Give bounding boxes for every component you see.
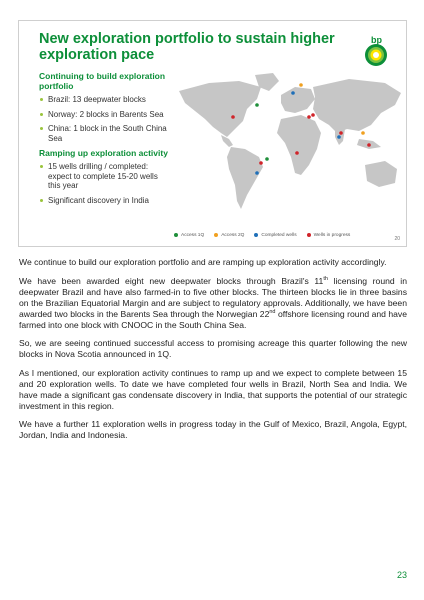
slide-panel	[18, 20, 407, 247]
marker-brazil-completed	[255, 171, 259, 175]
list-item: Norway: 2 blocks in Barents Sea	[39, 110, 169, 120]
marker-gulf-of-mexico	[231, 115, 235, 119]
section-heading-activity: Ramping up exploration activity	[39, 148, 168, 158]
legend-item	[174, 233, 204, 238]
paragraph: We have a further 11 exploration wells in progress today in the Gulf of Mexico, Brazil, Angola, Egypt, Jordan, India and Indonesia.	[19, 419, 407, 440]
marker-south-china-sea	[361, 131, 365, 135]
body-text	[19, 257, 407, 449]
legend-label: Access 2Q	[221, 232, 245, 238]
world-map	[169, 69, 405, 219]
list-item: Significant discovery in India	[39, 196, 169, 206]
marker-india-progress	[339, 131, 343, 135]
marker-north-sea	[291, 91, 295, 95]
marker-jordan	[311, 113, 315, 117]
legend-dot-icon	[174, 233, 178, 237]
slide-number: 20	[394, 236, 400, 242]
legend-label: Wells in progress	[313, 232, 351, 238]
list-item: 15 wells drilling / completed: expect to complete 15-20 wells this year	[39, 162, 169, 191]
legend-dot-icon	[307, 233, 311, 237]
legend-item	[307, 233, 351, 238]
section-heading-portfolio: Continuing to build exploration portfolio	[39, 71, 166, 91]
paragraph: We continue to build our exploration portfolio and are ramping up exploration activity accordingly.	[19, 257, 387, 267]
portfolio-list	[39, 95, 169, 143]
marker-barents-sea	[299, 83, 303, 87]
legend-dot-icon	[254, 233, 258, 237]
marker-egypt	[307, 115, 311, 119]
map-legend	[174, 229, 404, 241]
page-number: 23	[396, 570, 407, 580]
marker-brazil-access	[265, 157, 269, 161]
marker-nova-scotia	[255, 103, 259, 107]
slide-sidebar	[39, 71, 169, 210]
marker-angola	[295, 151, 299, 155]
paragraph: As I mentioned, our exploration activity continues to ramp up and we expect to complete between 15 and 20 exploration wells. To date we have completed four wells in Brazil, North Sea and India. We have made a significant gas condensate discovery in India, that supports the potential of our strategic investment in this region.	[19, 367, 407, 411]
legend-dot-icon	[214, 233, 218, 237]
list-item: Brazil: 13 deepwater blocks	[39, 95, 169, 105]
bp-logo-text: bp	[371, 35, 382, 45]
marker-india-completed	[337, 135, 341, 139]
paragraph: We have been awarded eight new deepwater blocks through Brazil's 11th licensing round in deepwater Brazil and have also farmed-in to five other blocks. The thirteen blocks lie in three basins on the Brazilian Equatorial Margin and are subject to regulatory approvals. Additionally, we have been awarded two blocks in the Barents Sea through the Norwegian 22nd offshore licensing round and have farmed into one block with CNOOC in the South China Sea.	[19, 275, 407, 330]
paragraph: So, we are seeing continued successful access to promising acreage this quarter following the new blocks in Nova Scotia announced in 1Q.	[19, 338, 407, 359]
marker-indonesia	[367, 143, 371, 147]
list-item: China: 1 block in the South China Sea	[39, 124, 169, 143]
marker-brazil-progress	[259, 161, 263, 165]
legend-item	[254, 233, 296, 238]
legend-label: Access 1Q	[181, 232, 205, 238]
legend-item	[214, 233, 244, 238]
slide-title: New exploration portfolio to sustain higher exploration pace	[39, 31, 335, 63]
activity-list	[39, 162, 169, 205]
legend-label: Completed wells	[261, 232, 297, 238]
